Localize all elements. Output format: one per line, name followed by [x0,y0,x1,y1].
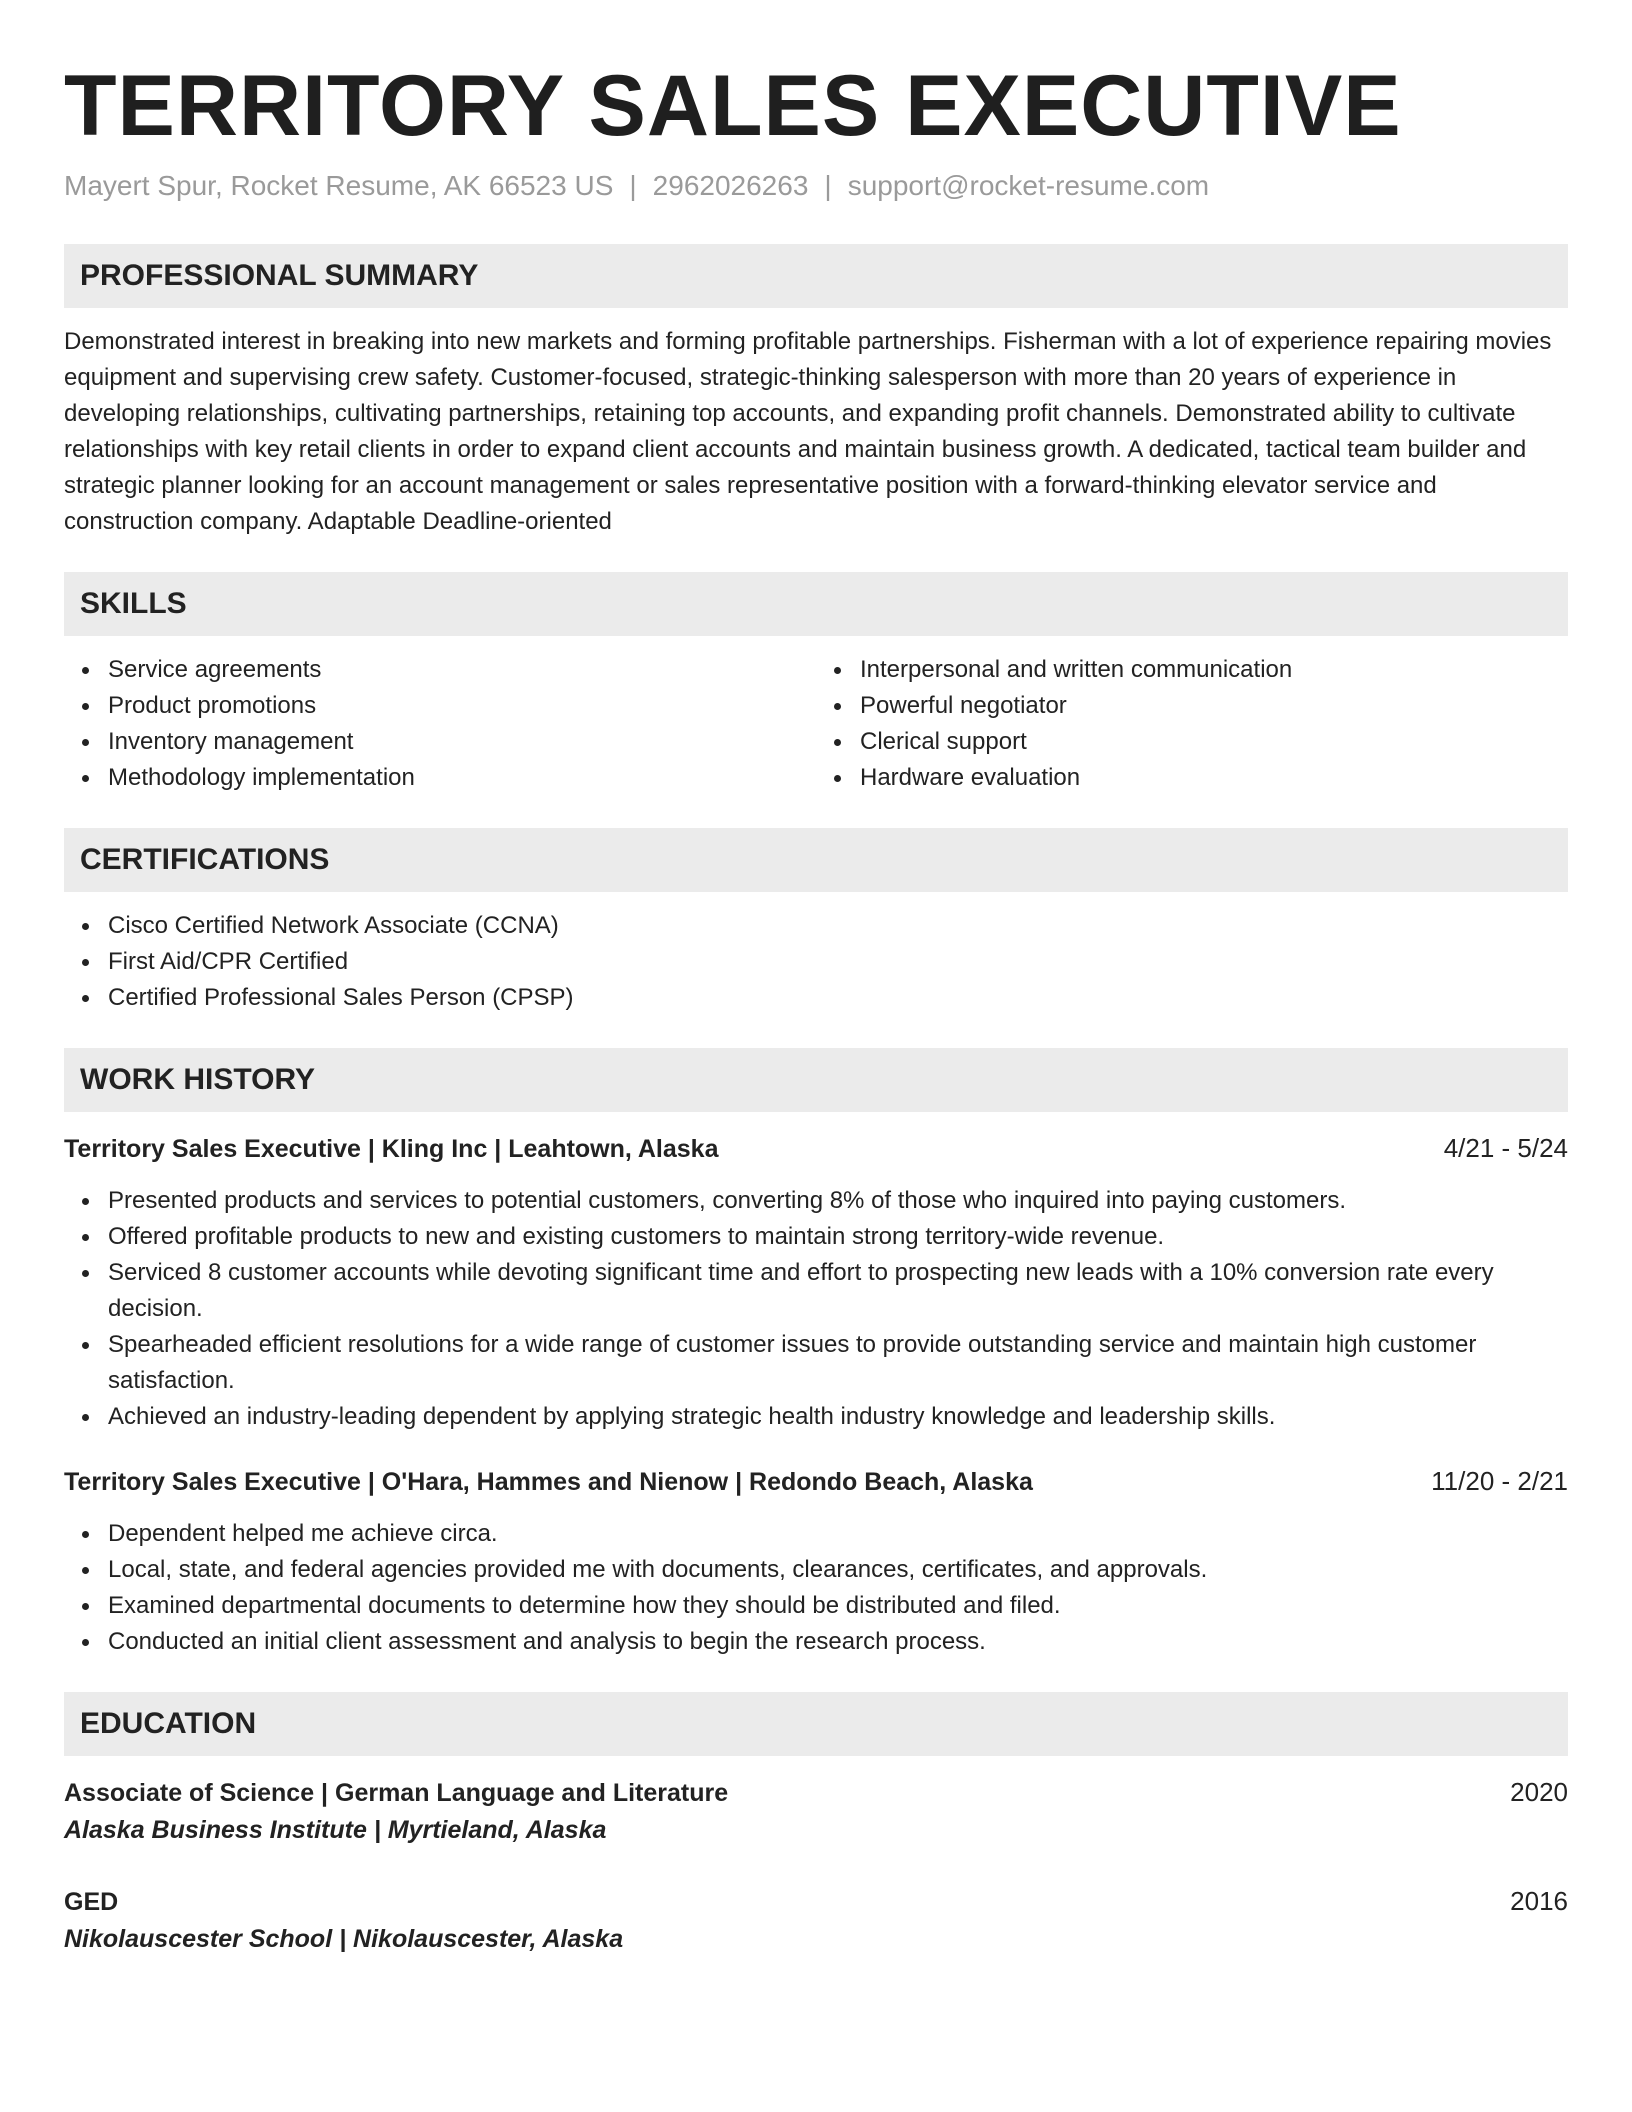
section-header-education: EDUCATION [64,1692,1568,1756]
job-title: Territory Sales Executive | O'Hara, Hammes and Nienow | Redondo Beach, Alaska [64,1468,1033,1496]
list-item: Inventory management [108,724,816,760]
list-item: Service agreements [108,652,816,688]
list-item: Cisco Certified Network Associate (CCNA) [108,908,1568,944]
education-school: Alaska Business Institute | Myrtieland, Alaska [64,1816,607,1844]
list-item: Achieved an industry-leading dependent by applying strategic health industry knowledge and leadership skills. [108,1399,1568,1435]
job-dates: 11/20 - 2/21 [1431,1466,1568,1496]
list-item: Interpersonal and written communication [860,652,1568,688]
skills-list-left [64,652,816,796]
list-item: Methodology implementation [108,760,816,796]
education-degree: Associate of Science | German Language and Literature [64,1779,729,1807]
job-header [64,1130,1568,1167]
contact-address: Mayert Spur, Rocket Resume, AK 66523 US [64,170,614,201]
education-entry [64,1883,1568,1958]
job-header [64,1463,1568,1500]
list-item: Local, state, and federal agencies provided me with documents, clearances, certificates, and approvals. [108,1552,1568,1588]
list-item: Certified Professional Sales Person (CPSP) [108,980,1568,1016]
summary-text: Demonstrated interest in breaking into new markets and forming profitable partnerships. Fisherman with a lot of experience repairing movies equipment and supervising crew safety. Customer-focused, strategic-thinking salesperson with more than 20 years of experience in developing relationships, cultivating partnerships, retaining top accounts, and expanding profit channels. Demonstrated ability to cultivate relationships with key retail clients in order to expand client accounts and maintain business growth. A dedicated, tactical team builder and strategic planner looking for an account management or sales representative position with a forward-thinking elevator service and construction company. Adaptable Deadline-oriented [64,328,1552,535]
list-item: Conducted an initial client assessment and analysis to begin the research process. [108,1624,1568,1660]
skills-column-left [64,652,816,796]
list-item: Examined departmental documents to determine how they should be distributed and filed. [108,1588,1568,1624]
list-item: Spearheaded efficient resolutions for a wide range of customer issues to provide outstanding service and maintain high customer satisfaction. [108,1327,1568,1399]
skills-list-right [816,652,1568,796]
list-item: Presented products and services to potential customers, converting 8% of those who inquired into paying customers. [108,1183,1568,1219]
certifications-list [64,908,1568,1016]
candidate-name: TERRITORY SALES EXECUTIVE [64,58,1402,154]
job-bullets [64,1516,1568,1660]
contact-separator: | [824,170,832,201]
skills-grid [64,652,1568,796]
section-header-certifications: CERTIFICATIONS [64,828,1568,892]
contact-line [64,166,1568,206]
education-school: Nikolauscester School | Nikolauscester, Alaska [64,1925,624,1953]
education-degree: GED [64,1888,119,1916]
list-item: Clerical support [860,724,1568,760]
list-item: Offered profitable products to new and existing customers to maintain strong territory-wide revenue. [108,1219,1568,1255]
section-header-summary: PROFESSIONAL SUMMARY [64,244,1568,308]
job-dates: 4/21 - 5/24 [1443,1133,1568,1163]
contact-phone: 2962026263 [652,170,809,201]
education-entry [64,1774,1568,1849]
job-title: Territory Sales Executive | Kling Inc | Leahtown, Alaska [64,1135,719,1163]
section-header-skills: SKILLS [64,572,1568,636]
list-item: First Aid/CPR Certified [108,944,1568,980]
section-header-work-history: WORK HISTORY [64,1048,1568,1112]
list-item: Hardware evaluation [860,760,1568,796]
job-bullets [64,1183,1568,1435]
job-entry [64,1463,1568,1660]
list-item: Powerful negotiator [860,688,1568,724]
job-entry [64,1130,1568,1435]
education-header [64,1774,1568,1811]
list-item: Dependent helped me achieve circa. [108,1516,1568,1552]
skills-column-right [816,652,1568,796]
list-item: Serviced 8 customer accounts while devoting significant time and effort to prospecting new leads with a 10% conversion rate every decision. [108,1255,1568,1327]
contact-separator: | [629,170,637,201]
education-header [64,1883,1568,1920]
education-year: 2020 [1510,1777,1568,1807]
list-item: Product promotions [108,688,816,724]
education-year: 2016 [1510,1886,1568,1916]
contact-email: support@rocket-resume.com [847,170,1210,201]
